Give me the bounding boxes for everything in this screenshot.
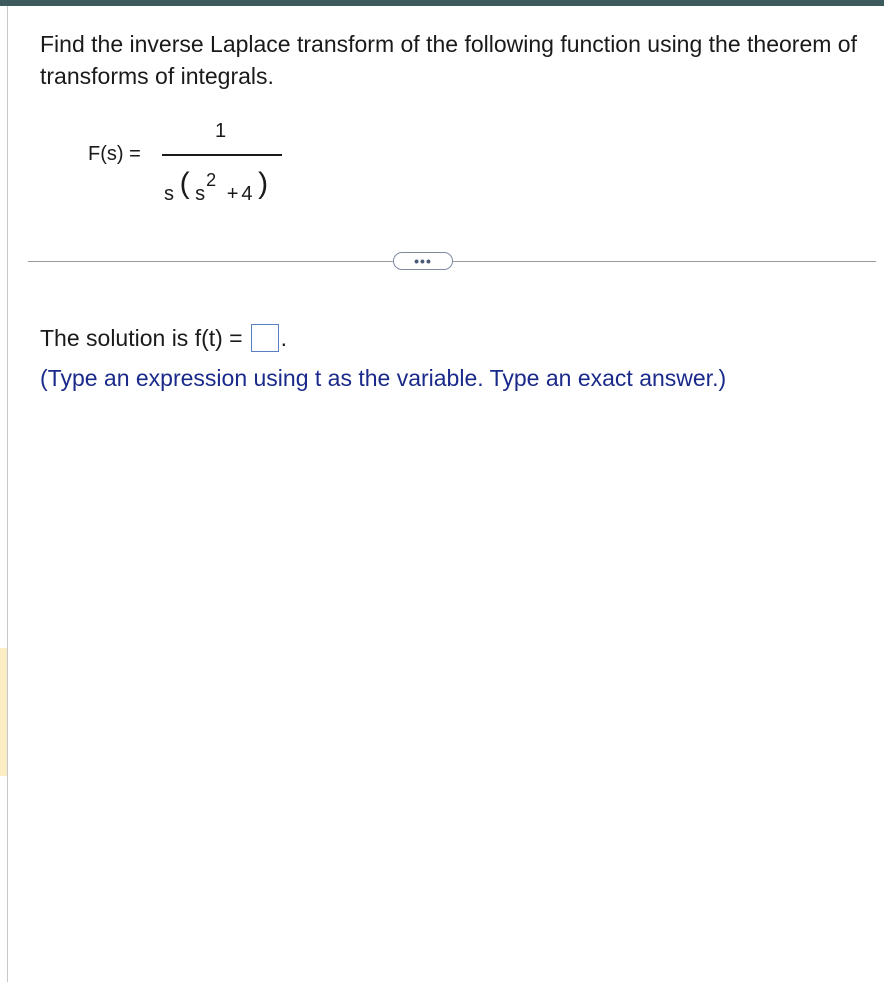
solution-line [40,322,287,354]
denominator-s-squared-base: s [195,183,206,205]
solution-prefix: The solution is f(t) = [40,325,243,351]
denominator-open-paren: ( [179,167,190,200]
left-border [7,6,8,982]
answer-instruction: (Type an expression using t as the variable. Type an exact answer.) [40,365,727,391]
left-highlight-marker [0,648,7,776]
laplace-function-formula [88,118,308,208]
answer-input[interactable] [251,324,279,352]
denominator-s: s [164,183,174,205]
solution-suffix: . [280,325,287,351]
formula-denominator [164,164,268,204]
formula-numerator: 1 [215,120,227,142]
show-more-button[interactable] [393,252,453,270]
top-bar [0,0,884,6]
more-dots-icon: ••• [414,253,432,269]
denominator-exponent: 2 [206,170,217,190]
denominator-plus: + [226,183,239,205]
formula-lhs: F(s) = [88,143,141,165]
denominator-four: 4 [241,183,253,205]
fraction-bar [162,154,282,156]
denominator-close-paren: ) [258,167,269,200]
question-prompt: Find the inverse Laplace transform of the following function using the theorem of transforms of integrals. [40,31,857,89]
